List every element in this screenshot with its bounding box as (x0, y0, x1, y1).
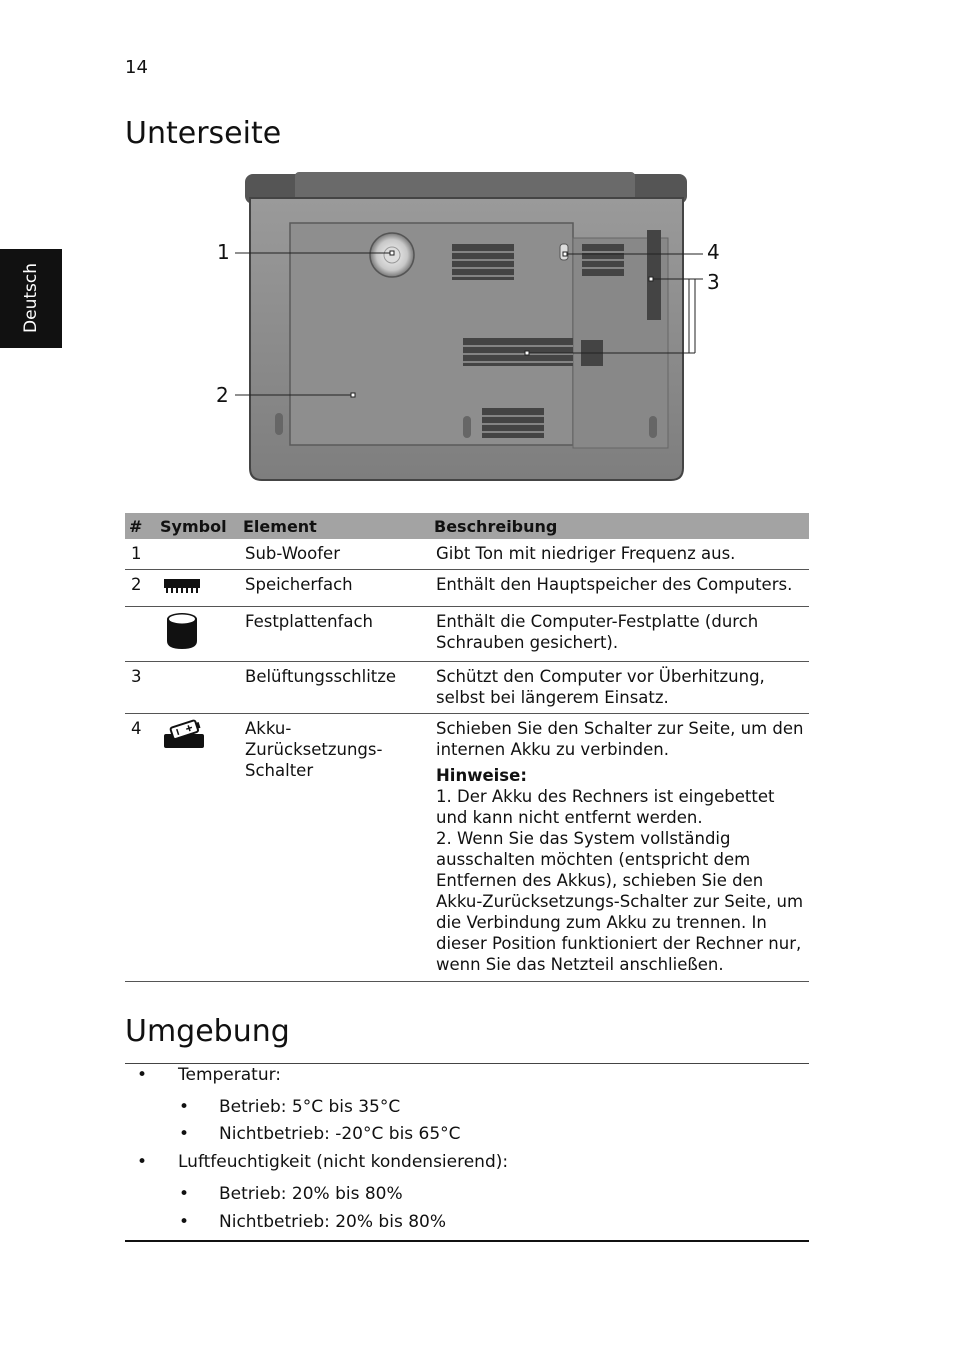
row-description: Enthält den Hauptspeicher des Computers. (430, 570, 809, 607)
bullet-icon: • (179, 1184, 190, 1204)
section-divider (125, 1063, 809, 1064)
row-symbol (156, 539, 239, 570)
row-element: Sub-Woofer (239, 539, 430, 570)
laptop-bottom-figure (205, 168, 735, 488)
callout-4: 4 (707, 240, 720, 264)
bullet-icon: • (179, 1124, 190, 1144)
bullet-icon: • (179, 1212, 190, 1232)
callout-3: 3 (707, 270, 720, 294)
callout-2: 2 (216, 383, 229, 407)
temperature-nonoperating: Nichtbetrieb: -20°C bis 65°C (219, 1124, 461, 1144)
row-description: Enthält die Computer-Festplatte (durch Schrauben gesichert). (430, 607, 809, 662)
hard-disk-icon (162, 611, 202, 651)
hint-1: 1. Der Akku des Rechners ist eingebettet und kann nicht entfernt werden. (436, 787, 775, 827)
humidity-label: Luftfeuchtigkeit (nicht kondensierend): (178, 1152, 509, 1172)
row-number: 3 (125, 662, 156, 714)
row-number: 4 (125, 714, 156, 982)
memory-icon (162, 574, 202, 596)
table-row (125, 662, 809, 714)
components-table (125, 513, 809, 982)
laptop-bottom-illustration (205, 168, 735, 488)
row-number (125, 607, 156, 662)
row-number: 2 (125, 570, 156, 607)
language-side-tab (0, 249, 62, 348)
callout-1: 1 (217, 240, 230, 264)
table-row (125, 607, 809, 662)
section-title-umgebung: Umgebung (125, 1014, 290, 1049)
section-end-rule (125, 1240, 809, 1242)
row-description (430, 714, 809, 982)
table-row (125, 570, 809, 607)
hint-2: 2. Wenn Sie das System vollständig ausschalten möchten (entspricht dem Entfernen des Akkus), schieben Sie den Akku-Zurücksetzungs-Schalter zur Seite, um die Verbindung zum Akku zu trennen. In dieser Position funktioniert der Rechner nur, wenn Sie das Netzteil anschließen. (436, 829, 804, 974)
table-header-row (125, 513, 809, 539)
header-symbol: Symbol (156, 513, 239, 539)
row-element: Festplattenfach (239, 607, 430, 662)
row-symbol (156, 662, 239, 714)
header-number: # (125, 513, 156, 539)
row-symbol (156, 570, 239, 607)
bullet-icon: • (137, 1065, 148, 1085)
page-number: 14 (125, 57, 148, 78)
table-row (125, 539, 809, 570)
row-element: Speicherfach (239, 570, 430, 607)
header-description: Beschreibung (430, 513, 809, 539)
table-row (125, 714, 809, 982)
temperature-operating: Betrieb: 5°C bis 35°C (219, 1097, 401, 1117)
row-symbol (156, 714, 239, 982)
section-title-unterseite: Unterseite (125, 116, 282, 151)
humidity-nonoperating: Nichtbetrieb: 20% bis 80% (219, 1212, 446, 1232)
bullet-icon: • (179, 1097, 190, 1117)
row-element: Belüftungsschlitze (239, 662, 430, 714)
row-number: 1 (125, 539, 156, 570)
header-element: Element (239, 513, 430, 539)
side-tab-label: Deutsch (21, 263, 41, 333)
bullet-icon: • (137, 1152, 148, 1172)
hint-label: Hinweise: (436, 766, 527, 785)
temperature-label: Temperatur: (178, 1065, 282, 1085)
humidity-operating: Betrieb: 20% bis 80% (219, 1184, 403, 1204)
row-description: Schützt den Computer vor Überhitzung, selbst bei längerem Einsatz. (430, 662, 809, 714)
row-symbol (156, 607, 239, 662)
row-description: Gibt Ton mit niedriger Frequenz aus. (430, 539, 809, 570)
row-description-text: Schieben Sie den Schalter zur Seite, um den internen Akku zu verbinden. (436, 719, 804, 759)
battery-reset-icon (162, 718, 206, 750)
row-element: Akku-Zurücksetzungs-Schalter (239, 714, 430, 982)
